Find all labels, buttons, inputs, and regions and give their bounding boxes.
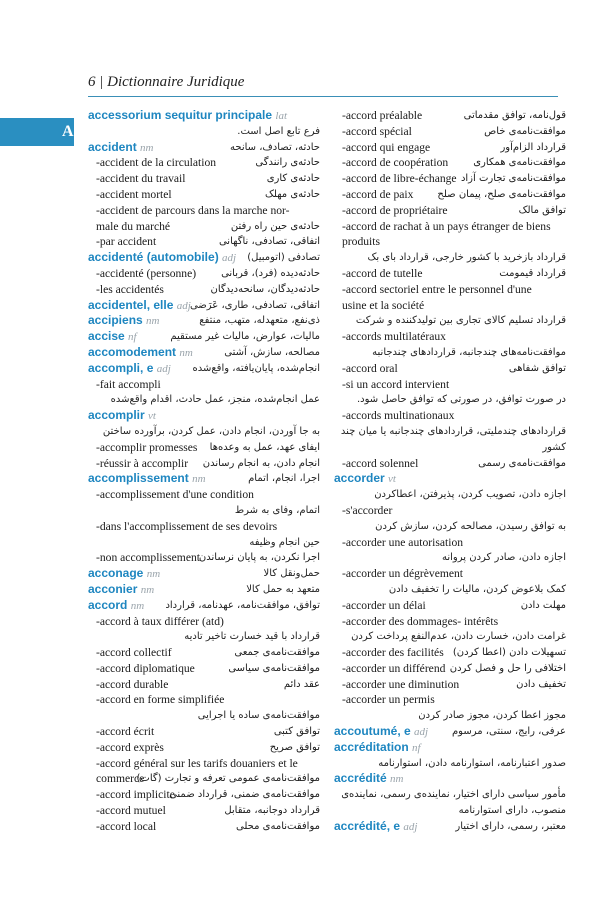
persian-translation: عمل انجام‌شده، منجز، عمل حادث، اقدام واقع‌شده <box>110 394 320 406</box>
french-subterm: -s'accorder <box>342 503 393 517</box>
persian-translation: حادثه‌دیدگان، سانحه‌دیدگان <box>210 283 320 295</box>
part-of-speech: adj <box>403 820 418 833</box>
headword-text <box>334 771 404 788</box>
entry-subterm <box>88 234 320 250</box>
headword-text <box>88 566 160 583</box>
entry-subterm <box>88 787 320 803</box>
part-of-speech: nf <box>128 331 137 344</box>
entry-subterm <box>88 187 320 203</box>
french-subterm: -accord de libre-échange <box>342 172 457 186</box>
french-subterm: -accord diplomatique <box>96 661 195 675</box>
persian-translation: حمل‌ونقل کالا <box>263 568 320 580</box>
page-number-title: 6 | Dictionnaire Juridique <box>88 74 245 90</box>
persian-translation: حادثه‌ی کاری <box>266 173 320 185</box>
part-of-speech: adj <box>414 726 429 739</box>
part-of-speech: nm <box>140 583 155 596</box>
part-of-speech: nm <box>179 346 193 359</box>
persian-translation: انجام دادن، به انجام رساندن <box>202 457 320 469</box>
headword-term: accipiens <box>88 313 143 328</box>
part-of-speech: nm <box>130 599 145 612</box>
persian-translation: غرامت دادن، خسارت دادن، عدم‌النفع پرداخت کردن <box>351 631 566 643</box>
french-subterm: -accorder des dommages- intérêts <box>342 614 499 628</box>
persian-translation: اجازه دادن، صادر کردن پروانه <box>442 552 566 564</box>
persian-translation: مالیات، عوارض، مالیات غیر مستقیم <box>170 331 320 343</box>
persian-translation: موافقت‌نامه‌ی ضمنی، قرارداد ضمنی <box>169 789 320 801</box>
french-subterm: -accorder une diminution <box>342 677 460 691</box>
french-subterm: -accident de parcours dans la marche nor- <box>96 203 290 217</box>
part-of-speech: lat <box>275 110 288 122</box>
persian-translation: حادثه‌ی مهلک <box>264 188 320 200</box>
french-subterm: -accords multinationaux <box>342 409 455 423</box>
persian-translation: توافق صریح <box>269 741 320 753</box>
entry-subterm <box>88 266 320 282</box>
persian-translation: حادثه، تصادف، سانحه <box>230 141 320 153</box>
french-subterm: -réussir à accomplir <box>96 456 189 470</box>
part-of-speech: vt <box>148 410 156 423</box>
persian-translation: اجرا، انجام، اتمام <box>248 473 320 485</box>
french-subterm: -accord général sur les tarifs douaniers et le <box>96 756 298 770</box>
part-of-speech: adj <box>156 362 171 375</box>
persian-translation: صدور اعتبارنامه، استوارنامه دادن، استوارنامه <box>378 757 566 769</box>
persian-translation: تصادفی (اتومبیل) <box>247 252 320 264</box>
entry-subterm <box>88 171 320 187</box>
french-subterm: -accomplissement d'une condition <box>96 488 254 502</box>
persian-translation: قرارداد تسلیم کالای تجاری بین تولیدکننده و شرکت <box>355 315 566 327</box>
headword-term: accomplir <box>88 408 145 423</box>
persian-translation: موافقت‌نامه‌ی ساده یا اجرایی <box>197 710 320 722</box>
headword-text <box>334 471 396 488</box>
part-of-speech: vt <box>388 473 396 486</box>
entry-headword <box>88 598 320 614</box>
persian-translation: توافق کتبی <box>273 726 320 738</box>
persian-translation: عرفی، رایج، سنتی، مرسوم <box>451 726 566 738</box>
entry-subterm <box>334 598 566 614</box>
entry-headword <box>88 108 320 124</box>
entry-headword <box>88 471 320 487</box>
french-subterm: -accidenté (personne) <box>96 266 197 280</box>
persian-translation: حادثه‌ی حین راه رفتن <box>230 220 320 232</box>
headword-term: accidentel, elle <box>88 297 174 312</box>
french-subterm: -accorder un délai <box>342 598 426 612</box>
french-subterm: -accorder un dégrèvement <box>342 567 464 581</box>
headword-term: accoutumé, e <box>334 724 411 739</box>
headword-text <box>88 471 206 488</box>
entry-subterm <box>88 440 320 456</box>
french-subterm: -accord de coopération <box>342 156 449 170</box>
part-of-speech: nm <box>146 315 160 328</box>
persian-translation: اجازه دادن، تصویب کردن، پذیرفتن، اعطاکردن <box>374 489 566 501</box>
persian-translation: به توافق رسیدن، مصالحه کردن، سازش کردن <box>375 520 566 532</box>
part-of-speech: adj <box>222 252 237 265</box>
entry-subterm <box>334 361 566 377</box>
french-subterm: usine et la société <box>342 298 425 312</box>
french-subterm: -accord implicite <box>96 788 175 802</box>
entry-subterm <box>88 550 320 566</box>
entry-subterm <box>88 740 320 756</box>
entry-headword <box>88 250 320 266</box>
entry-headword <box>334 819 566 835</box>
persian-translation: مصالحه، سازش، آشتی <box>224 346 320 358</box>
entry-subterm <box>334 124 566 140</box>
headword-term: accise <box>88 329 125 344</box>
french-subterm: -accord exprès <box>96 740 164 754</box>
french-subterm: -accord en forme simplifiée <box>96 693 225 707</box>
part-of-speech: nm <box>146 568 161 581</box>
entry-headword <box>334 724 566 740</box>
french-subterm: -accident de la circulation <box>96 156 217 170</box>
entry-subterm <box>88 219 320 235</box>
headword-term: accident <box>88 139 137 154</box>
part-of-speech: nm <box>140 141 154 154</box>
french-subterm: -dans l'accomplissement de ses devoirs <box>96 519 278 533</box>
persian-translation: فرع تابع اصل است. <box>237 125 320 137</box>
persian-translation: قرارداد با قید خسارت تاخیر تادیه <box>184 631 320 643</box>
entry-headword <box>88 313 320 329</box>
french-subterm: -accord local <box>96 819 157 833</box>
entry-subterm <box>334 108 566 124</box>
entry-subterm <box>334 187 566 203</box>
headword-term: accidenté (automobile) <box>88 250 219 265</box>
entry-headword <box>334 471 566 487</box>
persian-translation: اتفاقی، تصادفی، طاری، عَرَضی <box>189 299 320 311</box>
headword-text <box>88 345 193 362</box>
french-subterm: -accorder une autorisation <box>342 535 464 549</box>
right-column <box>334 108 566 835</box>
persian-translation: قرارداد الزام‌آور <box>500 141 566 153</box>
persian-translation: موافقت‌نامه‌ی سیاسی <box>228 662 320 674</box>
french-subterm: produits <box>342 235 381 249</box>
persian-translation: توافق مالک <box>518 204 566 216</box>
persian-translation: موافقت‌نامه‌ی محلی <box>236 820 320 832</box>
persian-translation: کمک بلاعوض کردن، مالیات را تخفیف دادن <box>388 583 566 595</box>
french-subterm: -par accident <box>96 235 157 249</box>
entry-headword <box>88 345 320 361</box>
headword-text <box>88 329 137 346</box>
persian-translation: ذی‌نفع، متعهدله، متهب، منتفع <box>199 315 320 327</box>
entry-subterm <box>88 771 320 787</box>
headword-term: accréditation <box>334 739 409 754</box>
headword-term: accessorium sequitur principale <box>88 108 273 122</box>
entry-subterm <box>88 819 320 835</box>
left-column <box>88 108 320 835</box>
headword-text <box>88 313 160 330</box>
french-subterm: -accord mutuel <box>96 804 166 818</box>
french-subterm: -accord qui engage <box>342 140 431 154</box>
french-subterm: -si un accord intervient <box>342 377 450 391</box>
headword-term: accomplissement <box>88 471 189 486</box>
french-subterm: -accord de paix <box>342 187 414 201</box>
entry-subterm <box>88 155 320 171</box>
entry-subterm <box>88 677 320 693</box>
french-subterm: -accord oral <box>342 361 398 375</box>
entry-headword <box>88 329 320 345</box>
french-subterm: -non accomplissement <box>96 551 200 565</box>
part-of-speech: nm <box>390 773 404 786</box>
french-subterm: male du marché <box>96 219 171 233</box>
entry-subterm <box>334 456 566 472</box>
headword-text <box>88 361 171 378</box>
entry-subterm <box>334 203 566 219</box>
entry-subterm <box>334 266 566 282</box>
french-subterm: -accord spécial <box>342 124 412 138</box>
french-subterm: -accord à taux différer (atd) <box>96 614 224 628</box>
letter-tab <box>0 118 74 146</box>
part-of-speech: adj <box>176 299 191 312</box>
headword-text <box>88 298 191 315</box>
persian-translation: موافقت‌نامه‌ی عمومی تعرفه و تجارت (گات) <box>136 773 320 785</box>
french-subterm: -accorder un différend <box>342 661 446 675</box>
letter-tab-label: A <box>62 123 74 140</box>
french-subterm: -accomplir promesses <box>96 440 198 454</box>
entry-subterm <box>88 282 320 298</box>
persian-translation: تخفیف دادن <box>516 678 566 690</box>
persian-translation: موافقت‌نامه‌ی رسمی <box>478 457 566 469</box>
french-subterm: -accord durable <box>96 677 169 691</box>
entry-headword <box>88 361 320 377</box>
persian-translation: حادثه‌ی رانندگی <box>255 157 320 169</box>
entry-subterm <box>88 456 320 472</box>
entry-subterm <box>334 677 566 693</box>
persian-translation: قرارداد دوجانبه، متقابل <box>224 805 320 817</box>
entry-subterm <box>88 661 320 677</box>
french-subterm: -accord collectif <box>96 646 172 660</box>
entry-headword <box>88 298 320 314</box>
persian-translation: توافق، موافقت‌نامه، عهدنامه، قرارداد <box>165 599 320 611</box>
headword-term: accomodement <box>88 344 177 359</box>
entry-headword <box>334 771 566 787</box>
entry-subterm <box>88 724 320 740</box>
french-subterm: -accord préalable <box>342 109 423 122</box>
french-subterm: -accident du travail <box>96 172 186 186</box>
french-subterm: commerce <box>96 772 145 786</box>
headword-text <box>88 582 154 599</box>
headword-term: accrédité <box>334 771 387 786</box>
headword-term: accrédité, e <box>334 818 401 833</box>
headword-text <box>334 819 417 836</box>
entry-headword <box>88 582 320 598</box>
persian-translation: اتفاقی، تصادفی، ناگهانی <box>218 236 320 248</box>
french-subterm: -accorder un permis <box>342 693 435 707</box>
persian-translation: حین انجام وظیفه <box>249 536 320 548</box>
persian-translation: منصوب، دارای استوارنامه <box>458 805 566 817</box>
persian-translation: مجوز اعطا کردن، مجوز صادر کردن <box>418 710 566 722</box>
headword-text <box>88 408 156 425</box>
part-of-speech: nm <box>192 473 206 486</box>
persian-translation: موافقت‌نامه‌های چندجانبه، قراردادهای چندجانبه <box>372 346 566 358</box>
french-subterm: -accord solennel <box>342 456 419 470</box>
persian-translation: موافقت‌نامه‌ی خاص <box>484 125 566 137</box>
part-of-speech: nf <box>412 741 421 754</box>
french-subterm: -accord sectoriel entre le personnel d'une <box>342 282 532 296</box>
persian-translation: مهلت دادن <box>520 599 566 611</box>
entry-subterm <box>88 645 320 661</box>
headword-term: accord <box>88 597 128 612</box>
persian-translation: قول‌نامه، توافق مقدماتی <box>463 110 566 121</box>
persian-translation: ایفای عهد، عمل به وعده‌ها <box>209 441 320 453</box>
entry-headword <box>88 566 320 582</box>
headword-text <box>88 108 287 125</box>
persian-translation: در صورت توافق، در صورتی که توافق حاصل شود. <box>356 394 566 406</box>
entry-headword <box>334 740 566 756</box>
persian-translation: موافقت‌نامه‌ی صلح، پیمان صلح <box>437 188 566 200</box>
french-subterm: -les accidentés <box>96 282 164 296</box>
headword-text <box>334 740 421 757</box>
headword-term: accompli, e <box>88 360 154 375</box>
french-subterm: -accorder des facilités <box>342 646 444 660</box>
entry-subterm <box>334 661 566 677</box>
persian-translation: اجرا نکردن، به پایان نرساندن <box>198 552 320 564</box>
entry-headword <box>88 408 320 424</box>
persian-translation: موافقت‌نامه‌ی جمعی <box>234 647 320 659</box>
headword-text <box>88 250 236 267</box>
persian-translation: انجام‌شده، پایان‌یافته، واقع‌شده <box>192 362 320 374</box>
persian-translation: تسهیلات دادن (اعطا کردن) <box>452 647 566 659</box>
persian-translation: اختلافی را حل و فصل کردن <box>449 662 566 674</box>
persian-translation: توافق شفاهی <box>508 362 566 374</box>
entry-subterm <box>334 645 566 661</box>
entry-subterm <box>334 171 566 187</box>
french-subterm: -accords multilatéraux <box>342 330 446 344</box>
entry-headword <box>88 140 320 156</box>
persian-translation: معتبر، رسمی، دارای اختیار <box>455 820 566 832</box>
persian-translation: موافقت‌نامه‌ی همکاری <box>473 157 566 169</box>
headword-text <box>334 724 428 741</box>
persian-translation: قراردادهای چندملیتی، قراردادهای چندجانبه یا میان چند <box>340 425 566 437</box>
persian-translation: به جا آوردن، انجام دادن، عمل کردن، برآورده ساختن <box>102 425 320 437</box>
headword-term: accorder <box>334 471 385 486</box>
persian-translation: مأمور سیاسی دارای اختیار، نماینده‌ی رسمی، نماینده‌ی <box>341 789 566 801</box>
headword-text <box>88 140 153 157</box>
french-subterm: -accord de tutelle <box>342 266 423 280</box>
entry-subterm <box>88 803 320 819</box>
persian-translation: حادثه‌دیده (فرد)، قربانی <box>221 267 320 279</box>
persian-translation: کشور <box>542 441 566 453</box>
headword-term: acconier <box>88 581 138 596</box>
french-subterm: -accident mortel <box>96 187 172 201</box>
page-header <box>88 74 558 97</box>
persian-translation: متعهد به حمل کالا <box>246 583 320 595</box>
french-subterm: -fait accompli <box>96 377 161 391</box>
headword-term: acconage <box>88 566 144 581</box>
entry-subterm <box>334 140 566 156</box>
persian-translation: عقد دائم <box>283 678 320 690</box>
persian-translation: قرارداد قیمومت <box>499 267 566 279</box>
persian-translation: موافقت‌نامه‌ی تجارت آزاد <box>460 173 566 185</box>
entry-subterm <box>334 155 566 171</box>
headword-text <box>88 598 144 615</box>
french-subterm: -accord de rachat à un pays étranger de biens <box>342 219 551 233</box>
persian-translation: اتمام، وفای به شرط <box>234 504 320 516</box>
persian-translation: قرارداد بازخرید با کشور خارجی، قرارداد بای بک <box>367 252 566 264</box>
french-subterm: -accord écrit <box>96 725 155 739</box>
french-subterm: -accord de propriétaire <box>342 203 448 217</box>
